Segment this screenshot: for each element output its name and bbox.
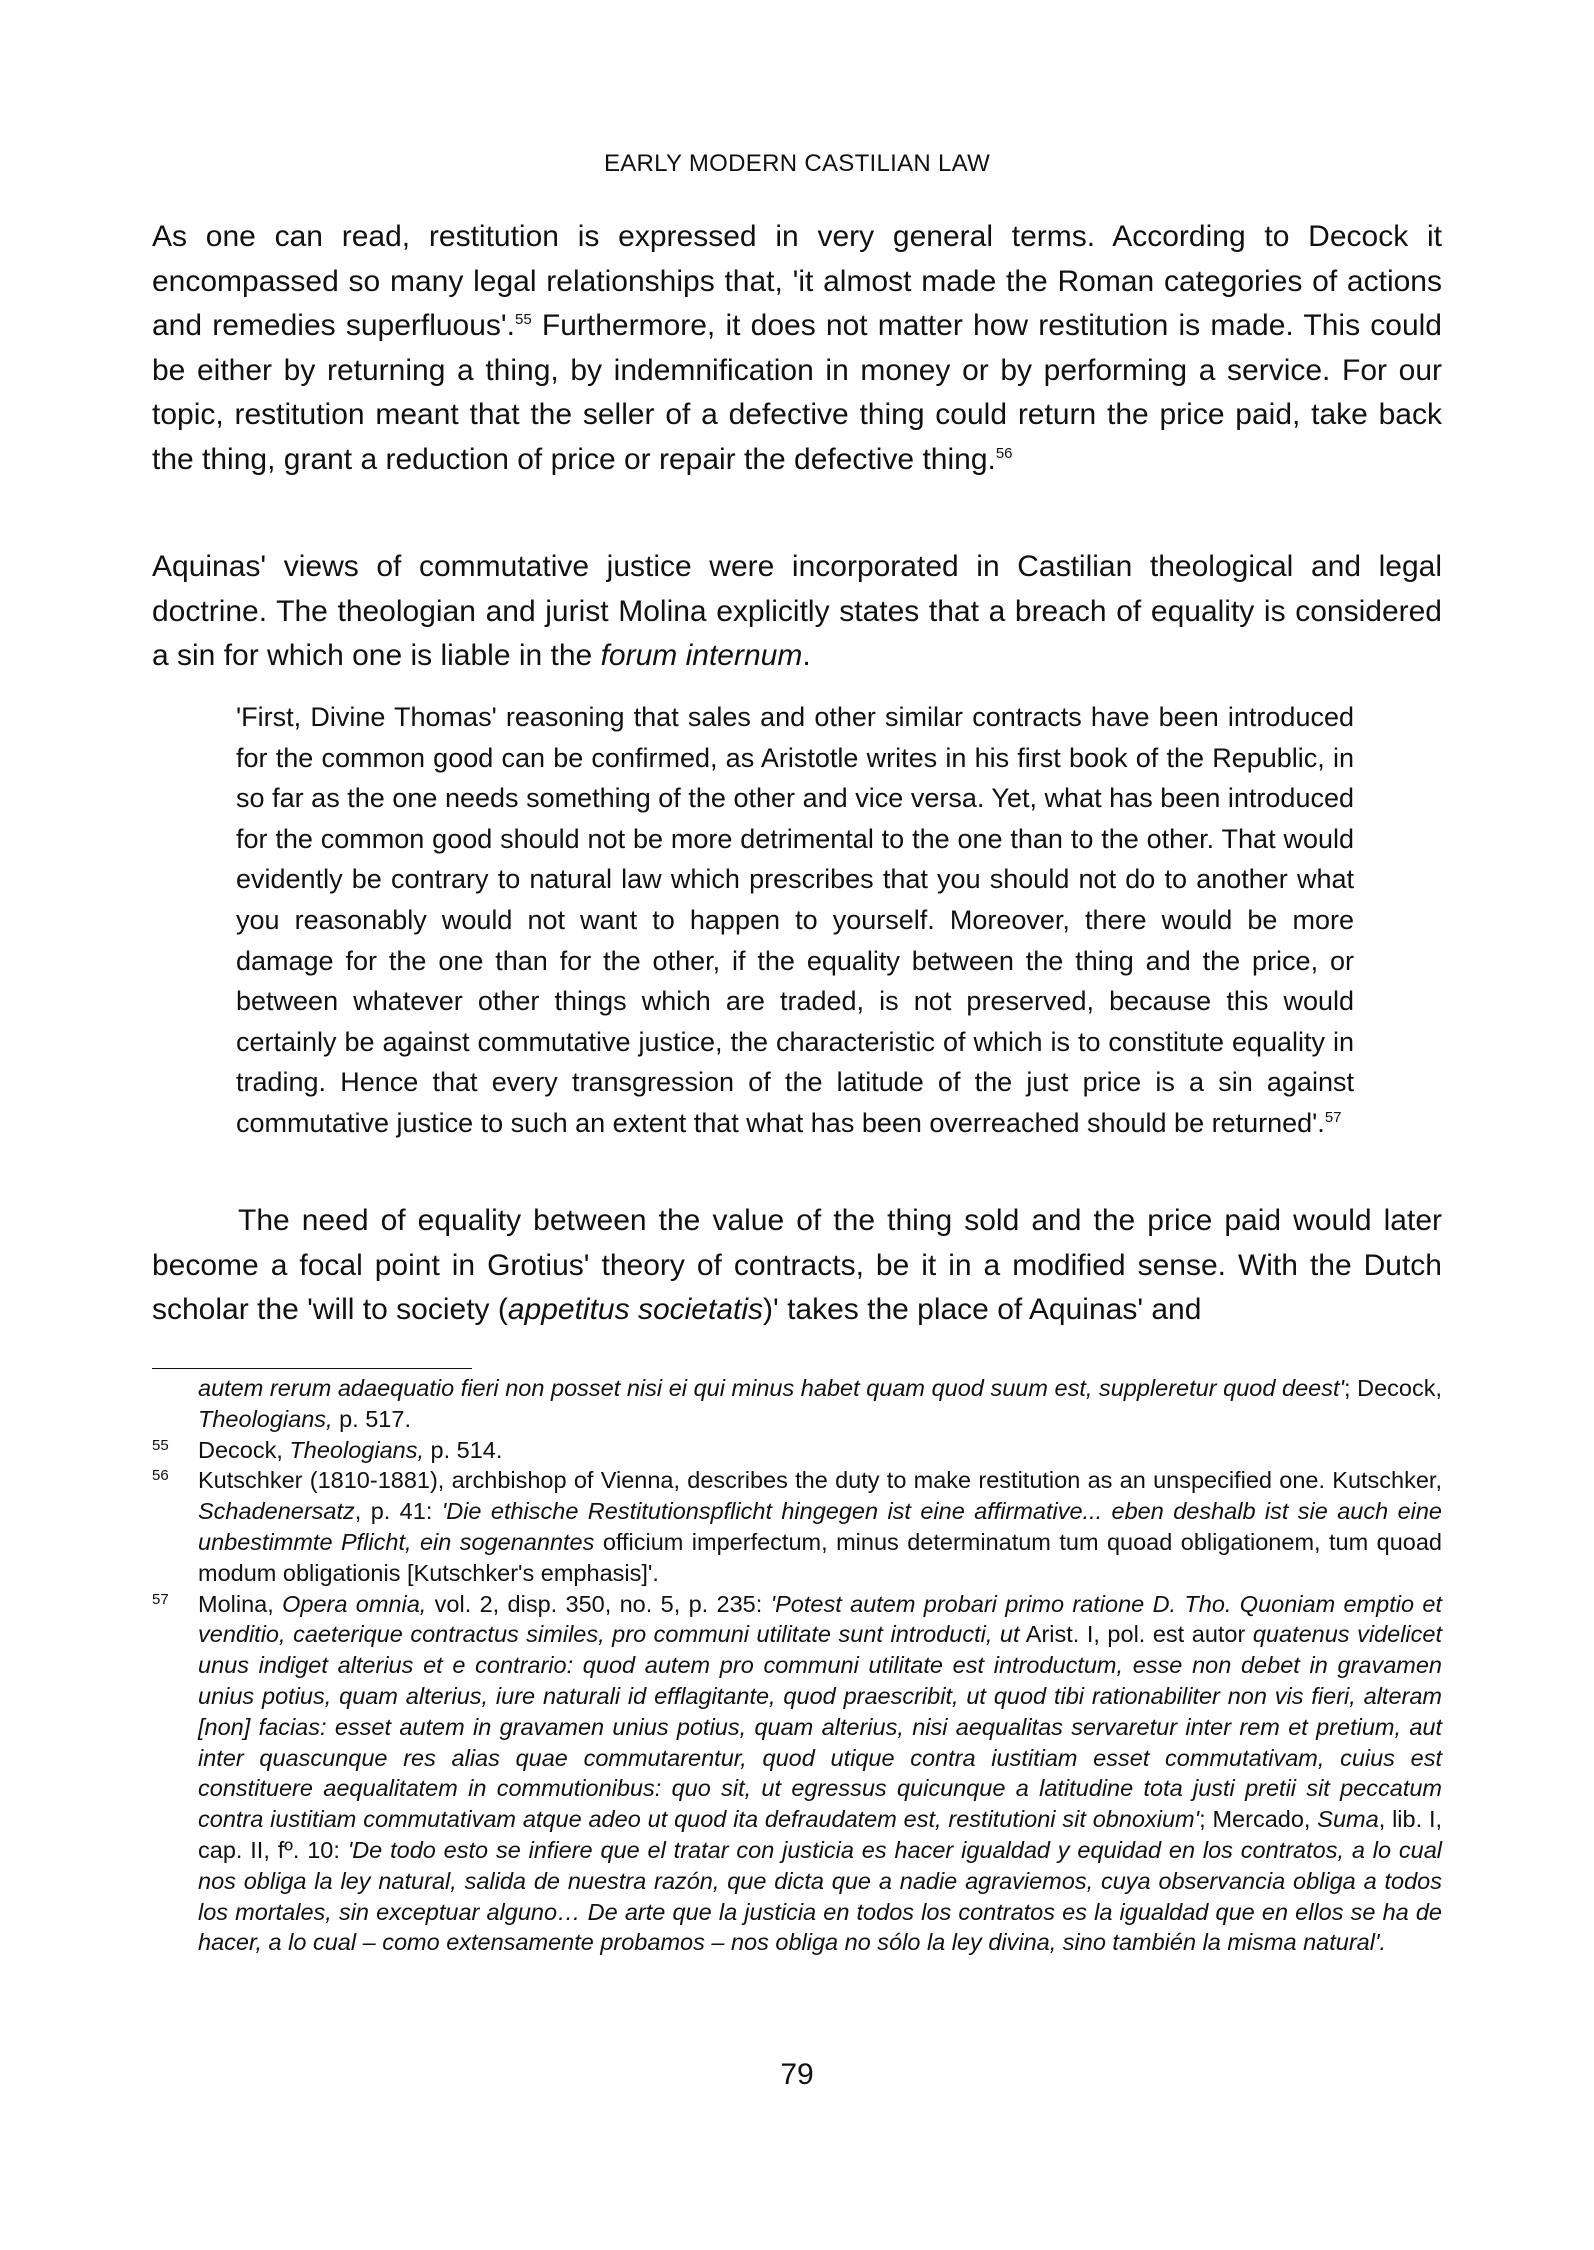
running-head: EARLY MODERN CASTILIAN LAW [603, 150, 991, 177]
footnote-56-text-c: officium imperfectum, minus determinatum tum quoad obligationem, tum quoad modum obligationis [Kutschker's emphasis]'. [198, 1528, 1442, 1586]
footnote-56-italic-a: Schadenersatz [198, 1498, 355, 1525]
footnote-number: 56 [152, 1467, 169, 1485]
footnote-ref-56[interactable]: 56 [995, 444, 1013, 462]
paragraph-3-text-a: The need of equality between the value of the thing sold and the price paid would later become a focal point in Grotius' theory of contracts, be it in a modified sense. With the Dutch scholar the 'will to society ( [152, 1204, 1442, 1326]
footnote-continuation-italic: autem rerum adaequatio fieri non posset nisi ei qui minus habet quam quod suum est, suppleretur quod deest' [198, 1375, 1344, 1401]
footnote-57-text-c: Arist. I, pol. est autor [1019, 1621, 1253, 1648]
paragraph-1-text-b: Furthermore, it does not matter how restitution is made. This could be either by returning a thing, by indemnification in money or by performing a service. For our topic, restitution meant that the seller of a defective thing could return the price paid, take back the thing, grant a reduction of price or repair the defective thing. [152, 309, 1442, 476]
footnote-56-text-b: , p. 41: [354, 1498, 442, 1525]
paragraph-3 [152, 1199, 1442, 1333]
footnote-55-italic: Theologians, [289, 1436, 424, 1463]
footnote-57-italic-b: 'Potest autem probari primo ratione D. Tho. Quoniam emptio et venditio, caeterique contractus similes, pro communi utilitate sunt introducti, ut [198, 1590, 1442, 1648]
footnote-ref-57[interactable]: 57 [1324, 1108, 1342, 1126]
paragraph-1-text-a: As one can read, restitution is expressed in very general terms. According to Decock it encompassed so many legal relationships that, 'it almost made the Roman categories of actions and remedies superfluous'. [152, 220, 1442, 342]
footnote-continuation-text-b: p. 517. [332, 1405, 411, 1432]
footnote-57-text-a: Molina, [198, 1590, 283, 1617]
footnote-57 [152, 1589, 1442, 1959]
paragraph-3-italic: appetitus societatis [507, 1293, 764, 1326]
footnote-55 [152, 1435, 1442, 1466]
footnote-number: 57 [152, 1590, 169, 1608]
paragraph-2-italic: forum internum [600, 639, 803, 672]
footnote-55-text-a: Decock, [198, 1436, 290, 1463]
block-quote-text: 'First, Divine Thomas' reasoning that sales and other similar contracts have been introduced for the common good can be confirmed, as Aristotle writes in his first book of the Republic, in so far as the one needs something of the other and vice versa. Yet, what has been introduced for the common good should not be more detrimental to the one than to the other. That would evidently be contrary to natural law which prescribes that you should not do to another what you reasonably would not want to happen to yourself. Moreover, there would be more damage for the one than for the other, if the equality between the thing and the price, or between whatever other things which are traded, is not preserved, because this would certainly be against commutative justice, the characteristic of which is to constitute equality in trading. Hence that every transgression of the latitude of the just price is a sin against commutative justice to such an extent that what has been overreached should be returned'. [236, 702, 1354, 1138]
footnote-55-text-b: p. 514. [424, 1436, 503, 1463]
footnote-ref-55[interactable]: 55 [515, 311, 532, 328]
footnotes [152, 1373, 1442, 1958]
footnote-57-text-d: ; Mercado, [1199, 1806, 1318, 1833]
page-number: 79 [780, 2058, 814, 2091]
footnote-57-italic-e: 'De todo esto se infiere que el tratar con justicia es hacer igualdad y equidad en los contratos, a lo cual nos obliga la ley natural, salida de nuestra razón, que dicta que a nadie agraviemos, cuya observancia obliga a todos los mortales, sin exceptuar alguno… De arte que la justicia en todos los contratos es la igualdad que en ellos se ha de hacer, a lo cual – como extensamente probamos – nos obliga no sólo la ley divina, sino también la misma natural'. [198, 1836, 1442, 1956]
paragraph-2-text-a: Aquinas' views of commutative justice were incorporated in Castilian theological and legal doctrine. The theologian and jurist Molina explicitly states that a breach of equality is considered a sin for which one is liable in the [152, 550, 1442, 672]
footnote-continuation-italic-2: Theologians, [198, 1405, 333, 1432]
footnote-57-text-e: , lib. I, cap. II, fº. 10: [198, 1806, 1443, 1863]
footnote-number: 55 [152, 1436, 169, 1454]
footnote-continuation-text-a: ; Decock, [1343, 1375, 1442, 1401]
footnote-57-italic-a: Opera omnia, [282, 1590, 427, 1617]
footnote-56 [152, 1465, 1442, 1588]
footnote-separator [152, 1368, 472, 1369]
footnote-56-text-a: Kutschker (1810-1881), archbishop of Vienna, describes the duty to make restitution as an unspecified one. Kutschker, [198, 1467, 1442, 1494]
block-quote [236, 697, 1354, 1144]
paragraph-2-text-b: . [802, 639, 811, 672]
paragraph-3-text-b: )' takes the place of Aquinas' and [763, 1293, 1202, 1326]
footnote-56-italic-b: 'Die ethische Restitutionspflicht hingegen ist eine affirmative... eben deshalb ist sie auch eine unbestimmte Pflicht, ein sogenanntes [198, 1498, 1442, 1555]
paragraph-1 [152, 215, 1442, 482]
footnote-continuation [152, 1373, 1442, 1435]
footnote-57-text-b: vol. 2, disp. 350, no. 5, p. 235: [426, 1590, 771, 1617]
footnote-57-italic-c: quatenus videlicet unus indiget alterius et e contrario: quod autem pro communi utilitate est introductum, esse non debet in gravamen unius potius, quam alterius, iure naturali id efflagitante, quod praescribit, ut quod tibi rationabiliter non vis fieri, alteram [non] facias: esset autem in gravamen unius potius, quam alterius, nisi aequalitas servaretur inter rem et pretium, aut inter quascunque res alias quae commutarentur, quod utique contra iustitiam esset commutativam, cuius est constituere aequalitatem in commutionibus: quo sit, ut egressus quicunque a latitudine tota justi pretii sit peccatum contra iustitiam commutativam atque adeo ut quod ita defraudatem est, restitutioni sit obnoxium' [198, 1621, 1442, 1833]
paragraph-2 [152, 545, 1442, 679]
footnote-57-italic-d: Suma [1317, 1806, 1379, 1833]
